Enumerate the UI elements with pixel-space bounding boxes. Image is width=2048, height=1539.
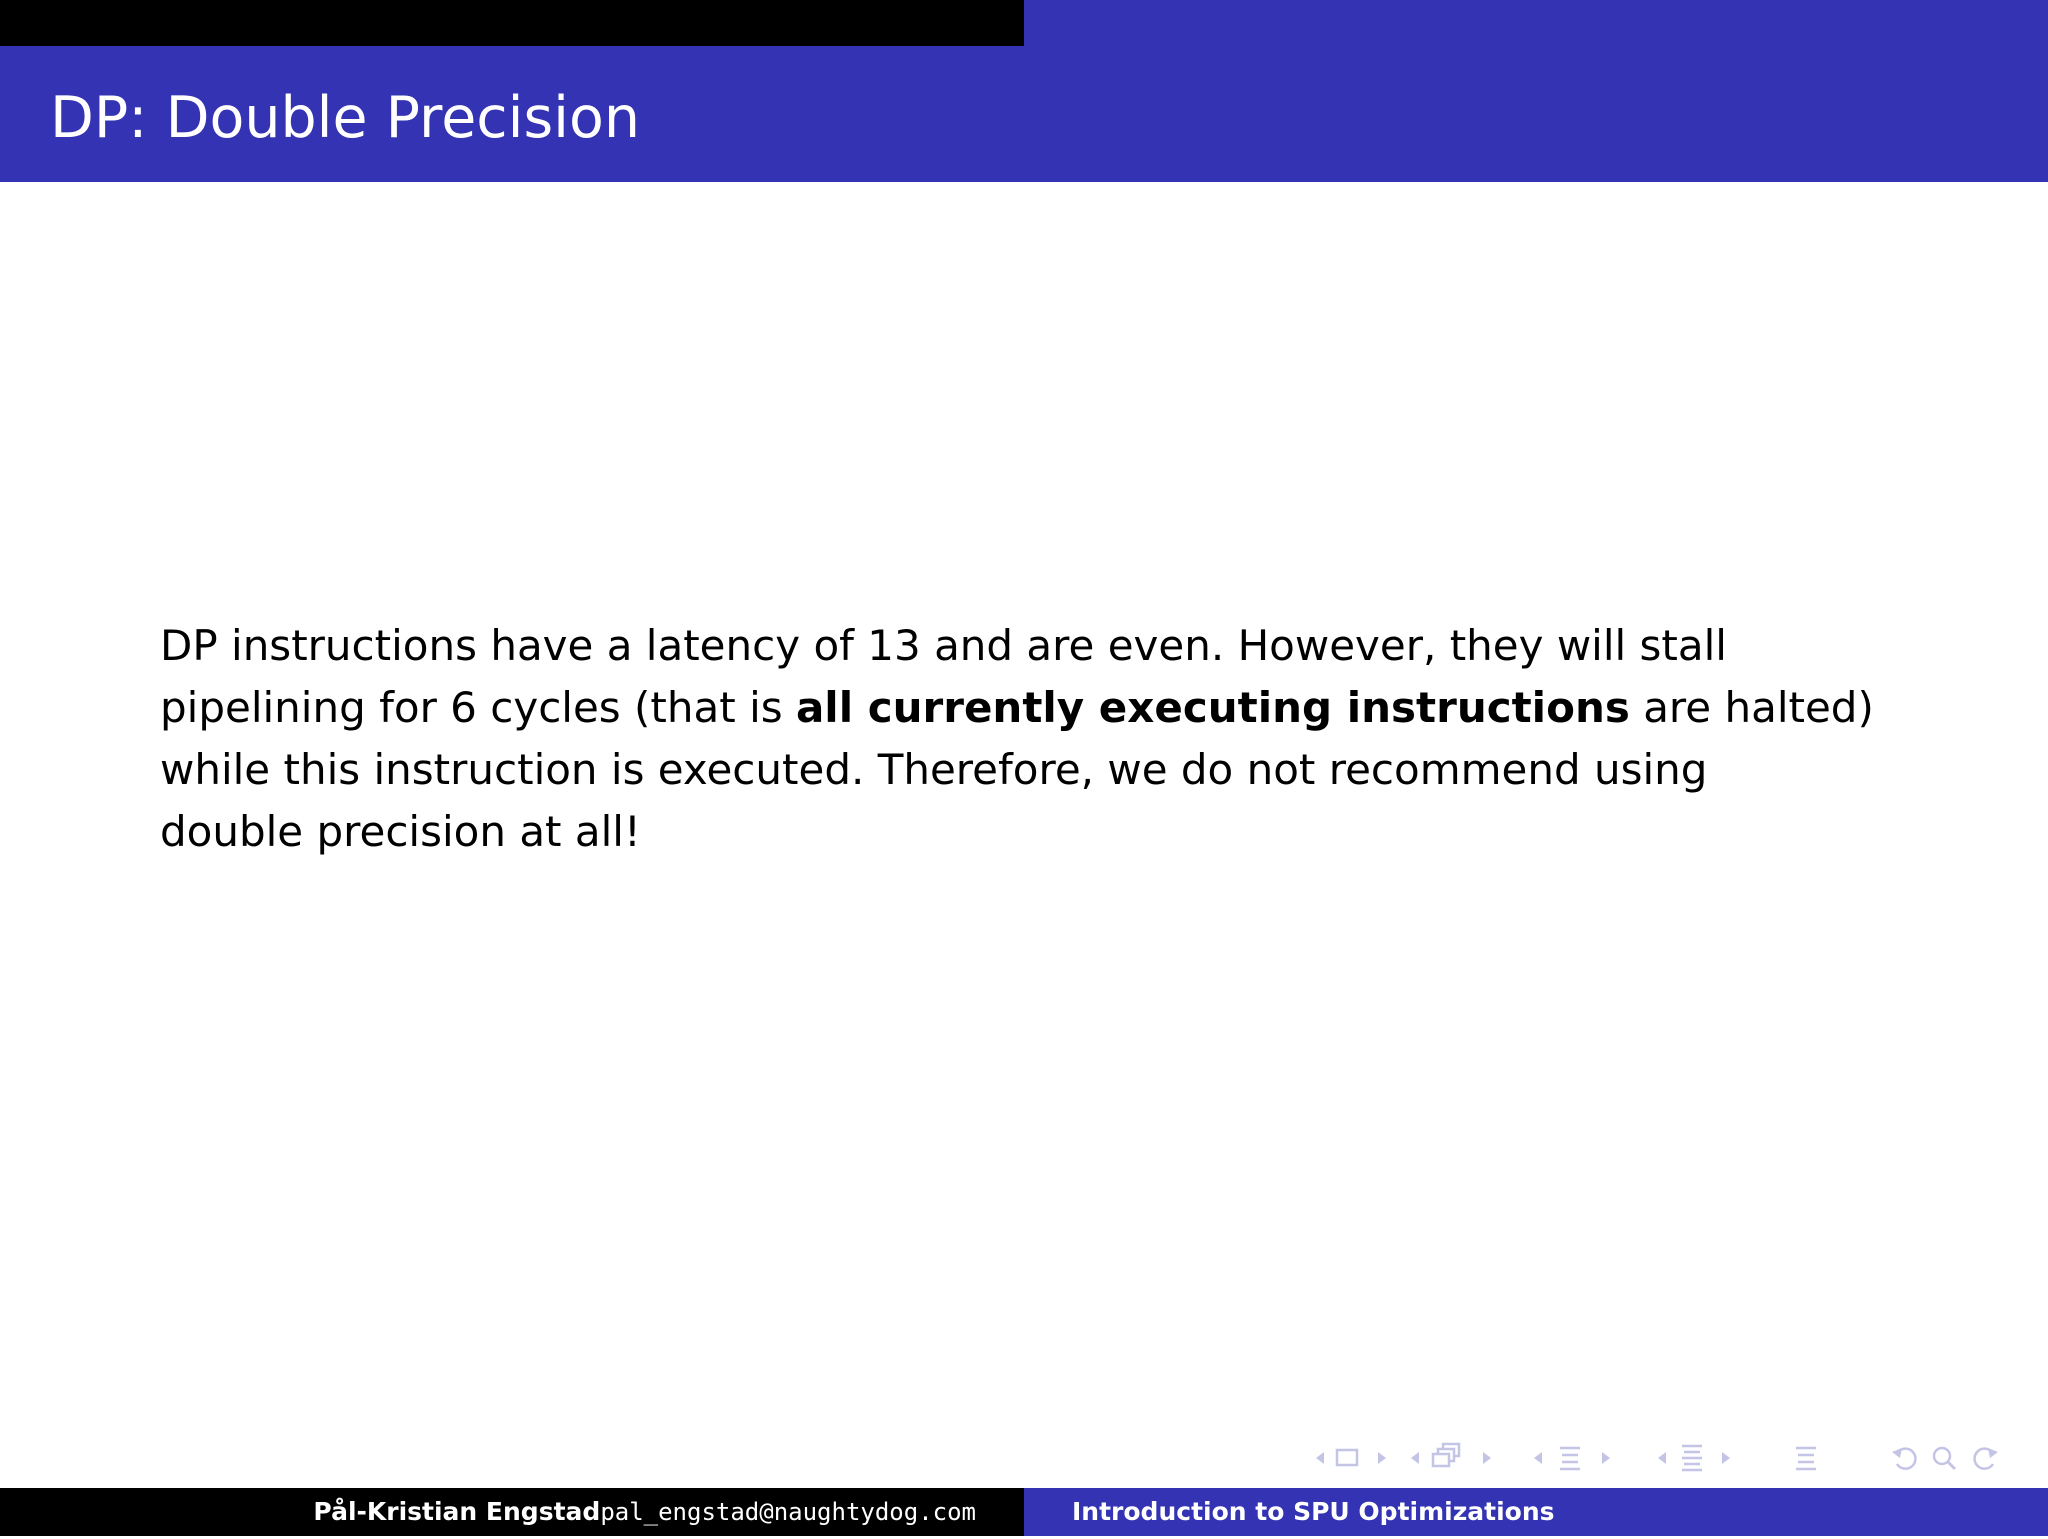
prev-section-icon[interactable] xyxy=(1658,1452,1666,1464)
body-line-1: DP instructions have a latency of 13 and are even. However, they will stall xyxy=(160,621,1727,670)
document-icon[interactable] xyxy=(1796,1448,1816,1469)
body-line-3: while this instruction is executed. Therefore, we do not recommend using xyxy=(160,745,1708,794)
footer-title-bar xyxy=(1024,1488,2048,1536)
body-emphasis: all currently executing instructions xyxy=(795,683,1630,732)
presentation-title: Introduction to SPU Optimizations xyxy=(1072,1497,1555,1526)
prev-slide-icon[interactable] xyxy=(1316,1452,1324,1464)
frame-icon[interactable] xyxy=(1433,1444,1459,1466)
slide-icon[interactable] xyxy=(1337,1450,1357,1465)
navigation-controls xyxy=(1308,1438,2028,1478)
nav-section-group xyxy=(1650,1438,1750,1478)
next-frame-icon[interactable] xyxy=(1483,1452,1491,1464)
nav-frame-group xyxy=(1403,1438,1503,1478)
section-icon[interactable] xyxy=(1682,1446,1702,1470)
back-icon[interactable] xyxy=(1892,1448,1915,1469)
forward-icon[interactable] xyxy=(1975,1448,1998,1469)
prev-frame-icon[interactable] xyxy=(1411,1452,1419,1464)
body-line-2 xyxy=(160,677,1920,739)
slide-body xyxy=(160,615,1920,863)
author-name: Pål-Kristian Engstad xyxy=(313,1497,601,1526)
body-line-4: double precision at all! xyxy=(160,807,641,856)
title-bar xyxy=(0,46,2048,182)
header-top-right-bar xyxy=(1024,0,2048,46)
body-line-2-start: pipelining for 6 cycles (that is xyxy=(160,683,796,732)
prev-subsection-icon[interactable] xyxy=(1534,1452,1542,1464)
nav-subsection-group xyxy=(1526,1438,1626,1478)
nav-search-group xyxy=(1888,1438,2008,1478)
search-icon[interactable] xyxy=(1934,1448,1955,1469)
next-section-icon[interactable] xyxy=(1722,1452,1730,1464)
author-email: pal_engstad@naughtydog.com xyxy=(600,1498,976,1526)
nav-slide-group xyxy=(1308,1438,1398,1478)
nav-document-group xyxy=(1786,1438,1826,1478)
footer-author-bar xyxy=(0,1488,1024,1536)
subsection-icon[interactable] xyxy=(1560,1448,1580,1469)
next-slide-icon[interactable] xyxy=(1378,1452,1386,1464)
header-top-left-bar xyxy=(0,0,1024,46)
footer-author xyxy=(313,1488,976,1539)
body-line-2-end: are halted) xyxy=(1629,683,1874,732)
slide-title: DP: Double Precision xyxy=(50,85,641,151)
next-subsection-icon[interactable] xyxy=(1602,1452,1610,1464)
